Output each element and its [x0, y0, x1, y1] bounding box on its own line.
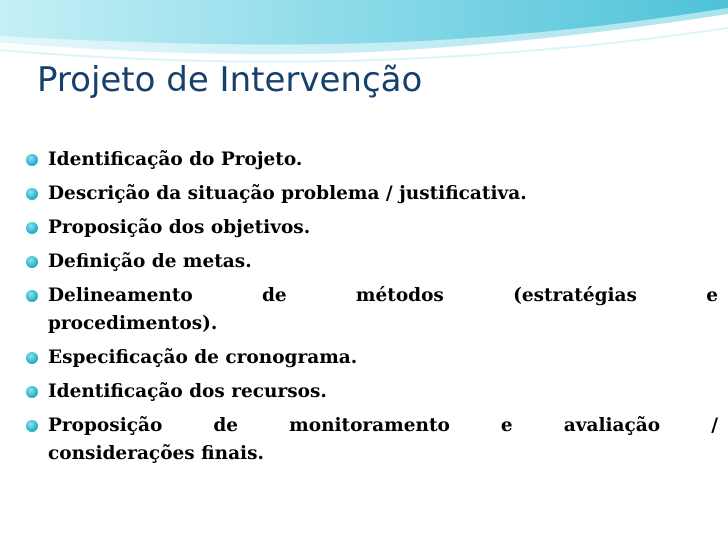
bullet-item: [0, 248, 728, 276]
bullet-dot-icon: [26, 352, 38, 364]
bullet-item: [0, 412, 728, 468]
bullet-item: [0, 282, 728, 338]
bullet-text-line1: [48, 282, 718, 310]
bullet-text: Proposição dos objetivos.: [48, 217, 311, 238]
bullet-text: Descrição da situação problema / justificativa.: [48, 183, 527, 204]
bullet-word: /: [711, 415, 718, 436]
bullet-word: e: [706, 285, 718, 306]
bullet-item: [0, 378, 728, 406]
bullet-text: Definição de metas.: [48, 251, 252, 272]
bullet-word: Delineamento: [48, 285, 193, 306]
bullet-word: de: [213, 415, 239, 436]
bullet-item: [0, 146, 728, 174]
bullet-dot-icon: [26, 222, 38, 234]
slide-title: Projeto de Intervenção: [37, 60, 423, 100]
bullet-dot-icon: [26, 154, 38, 166]
bullet-text-line2: considerações finais.: [48, 443, 264, 464]
bullet-dot-icon: [26, 256, 38, 268]
bullet-word: monitoramento: [289, 415, 450, 436]
bullet-item: [0, 180, 728, 208]
bullet-list: [0, 146, 728, 474]
bullet-word: (estratégias: [513, 285, 637, 306]
bullet-text: Identificação do Projeto.: [48, 149, 303, 170]
bullet-text-line2: procedimentos).: [48, 313, 218, 334]
bullet-dot-icon: [26, 290, 38, 302]
bullet-word: Proposição: [48, 415, 163, 436]
bullet-item: [0, 214, 728, 242]
bullet-dot-icon: [26, 386, 38, 398]
bullet-word: de: [261, 285, 287, 306]
bullet-text: Identificação dos recursos.: [48, 381, 327, 402]
bullet-item: [0, 344, 728, 372]
bullet-dot-icon: [26, 420, 38, 432]
bullet-word: avaliação: [563, 415, 661, 436]
bullet-text: Especificação de cronograma.: [48, 347, 358, 368]
bullet-dot-icon: [26, 188, 38, 200]
bullet-word: métodos: [355, 285, 444, 306]
bullet-text-line1: [48, 412, 718, 440]
bullet-word: e: [500, 415, 513, 436]
